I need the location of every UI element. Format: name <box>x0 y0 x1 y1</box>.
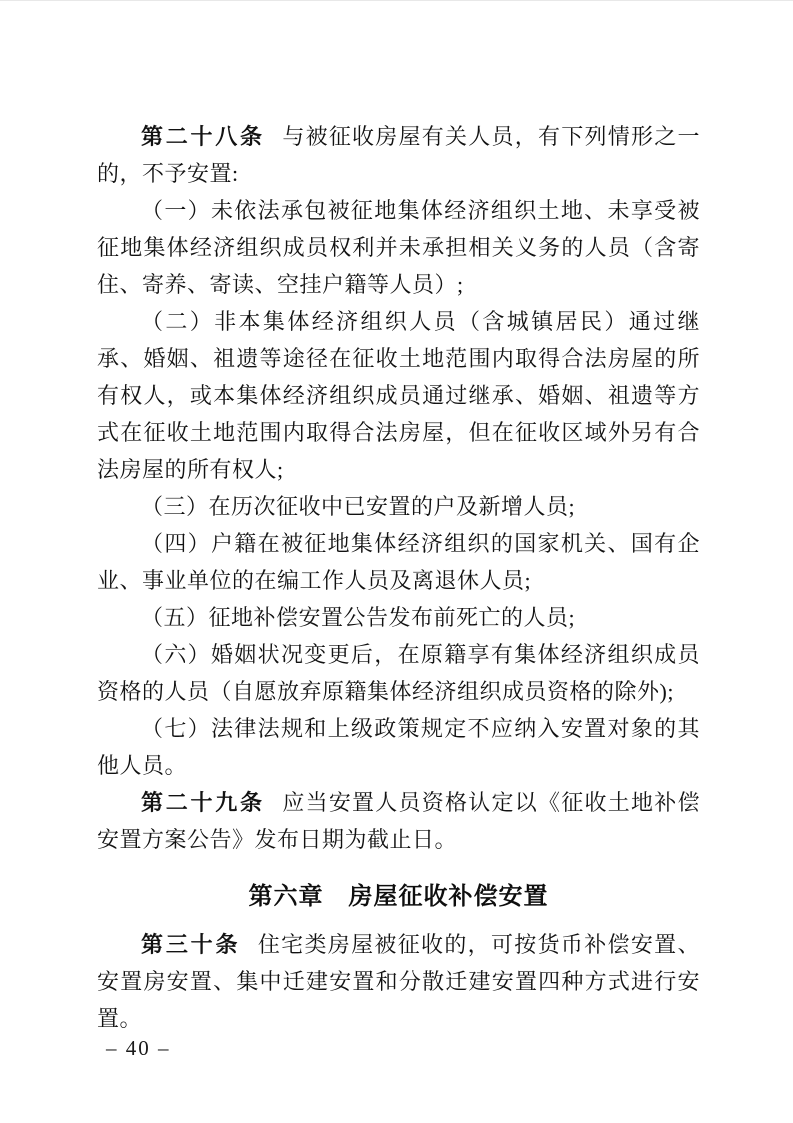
list-item-paragraph: （二）非本集体经济组织人员（含城镇居民）通过继承、婚姻、祖遗等途径在征收土地范围内取得合法房屋的所有权人，或本集体经济组织成员通过继承、婚姻、祖遗等方式在征收土地范围内取得合法房屋，但在征收区域外另有合法房屋的所有权人; <box>97 309 700 482</box>
list-item-paragraph: （五）征地补偿安置公告发布前死亡的人员; <box>141 605 576 630</box>
article-paragraph <box>97 784 700 858</box>
list-item-paragraph: （一）未依法承包被征地集体经济组织土地、未享受被征地集体经济组织成员权利并未承担相关义务的人员（含寄住、寄养、寄读、空挂户籍等人员）; <box>97 198 700 297</box>
list-item-paragraph: （四）户籍在被征地集体经济组织的国家机关、国有企业、事业单位的在编工作人员及离退休人员; <box>97 531 700 593</box>
article-number: 第二十九条 <box>141 790 265 815</box>
article-number: 第三十条 <box>141 932 241 957</box>
article-paragraph <box>97 118 700 192</box>
article-text: 与被征收房屋有关人员，有下列情形之一的，不予安置: <box>97 124 700 186</box>
document-body <box>97 118 700 1037</box>
chapter-heading: 第六章 房屋征收补偿安置 <box>248 883 549 910</box>
article-text: 应当安置人员资格认定以《征收土地补偿安置方案公告》发布日期为截止日。 <box>97 790 700 852</box>
article-number: 第二十八条 <box>141 124 265 149</box>
list-item-paragraph: （六）婚姻状况变更后，在原籍享有集体经济组织成员资格的人员（自愿放弃原籍集体经济组织成员资格的除外); <box>97 642 700 704</box>
list-item-paragraph: （七）法律法规和上级政策规定不应纳入安置对象的其他人员。 <box>97 716 700 778</box>
page-number: – 40 – <box>106 1036 171 1060</box>
list-item-paragraph: （三）在历次征收中已安置的户及新增人员; <box>141 494 576 519</box>
article-text: 住宅类房屋被征收的，可按货币补偿安置、安置房安置、集中迁建安置和分散迁建安置四种方式进行安置。 <box>97 932 700 1031</box>
article-paragraph <box>97 926 700 1037</box>
